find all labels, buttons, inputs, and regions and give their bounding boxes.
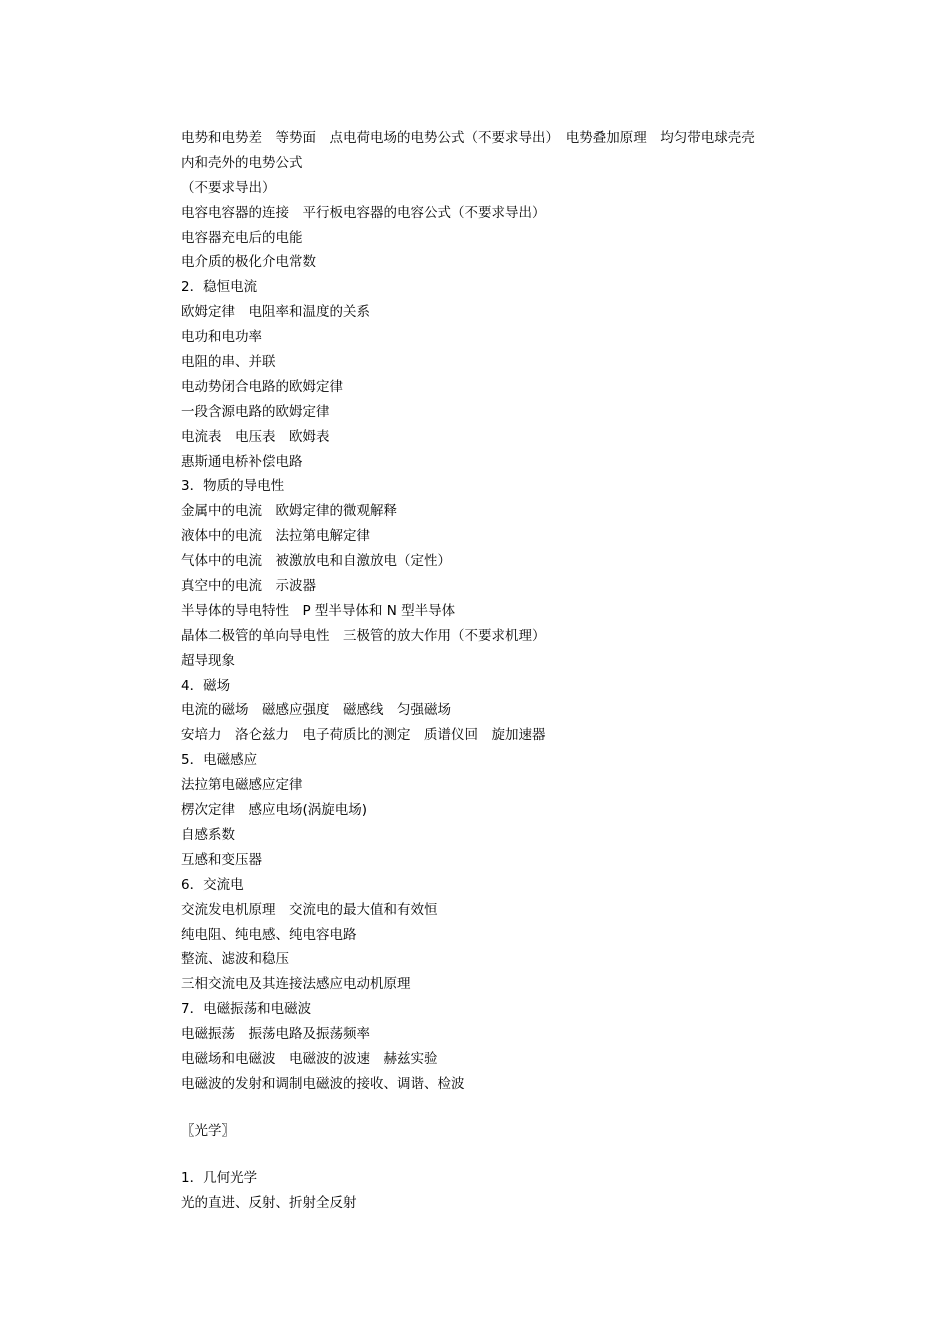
text-line: 自感系数: [181, 826, 235, 843]
text-line: 电介质的极化介电常数: [181, 254, 316, 271]
section-title-alternating-current: 6．交流电: [181, 876, 244, 893]
spacer: [181, 1144, 821, 1166]
text-line: 金属中的电流 欧姆定律的微观解释: [181, 503, 397, 520]
text-line: 三相交流电及其连接法感应电动机原理: [181, 976, 411, 993]
text-line: 气体中的电流 被激放电和自激放电（定性）: [181, 553, 451, 570]
spacer: [181, 1097, 821, 1119]
text-line: 真空中的电流 示波器: [181, 578, 316, 595]
text-line: 电磁波的发射和调制电磁波的接收、调谐、检波: [181, 1075, 465, 1092]
section-title-magnetic-field: 4．磁场: [181, 677, 231, 694]
section-title-conductivity: 3．物质的导电性: [181, 478, 285, 495]
text-line: 内和壳外的电势公式: [181, 154, 303, 171]
text-line: （不要求导出）: [181, 179, 276, 196]
text-line: 互感和变压器: [181, 851, 262, 868]
text-line: 纯电阻、纯电感、纯电容电路: [181, 926, 357, 943]
text-line: 电动势闭合电路的欧姆定律: [181, 378, 343, 395]
text-line: 惠斯通电桥补偿电路: [181, 453, 303, 470]
text-line: 电磁振荡 振荡电路及振荡频率: [181, 1026, 370, 1043]
text-line: 电阻的串、并联: [181, 354, 276, 371]
text-line: 晶体二极管的单向导电性 三极管的放大作用（不要求机理）: [181, 627, 546, 644]
text-line: 液体中的电流 法拉第电解定律: [181, 528, 370, 545]
text-line: 交流发电机原理 交流电的最大值和有效恒: [181, 901, 438, 918]
section-title-geometric-optics: 1．几何光学: [181, 1169, 258, 1186]
text-line: 电流的磁场 磁感应强度 磁感线 匀强磁场: [181, 702, 451, 719]
section-title-steady-current: 2．稳恒电流: [181, 279, 258, 296]
text-line: 一段含源电路的欧姆定律: [181, 403, 330, 420]
optics-heading: 〖光学〗: [181, 1122, 235, 1139]
text-line: 整流、滤波和稳压: [181, 951, 289, 968]
text-line: 电容电容器的连接 平行板电容器的电容公式（不要求导出）: [181, 204, 546, 221]
text-line: 电势和电势差 等势面 点电荷电场的电势公式（不要求导出） 电势叠加原理 均匀带电球壳壳: [181, 130, 755, 146]
text-line: 电磁场和电磁波 电磁波的波速 赫兹实验: [181, 1050, 438, 1067]
text-line: 欧姆定律 电阻率和温度的关系: [181, 304, 370, 321]
text-line: 超导现象: [181, 652, 235, 669]
text-line: 安培力 洛仑兹力 电子荷质比的测定 质谱仪回 旋加速器: [181, 727, 546, 744]
text-line: 半导体的导电特性 P 型半导体和 N 型半导体: [181, 602, 456, 619]
text-line: 电容器充电后的电能: [181, 229, 303, 246]
text-line: 电功和电功率: [181, 329, 262, 346]
document-body: [181, 126, 821, 1215]
text-line: 楞次定律 感应电场(涡旋电场): [181, 802, 368, 819]
section-title-induction: 5．电磁感应: [181, 752, 258, 769]
text-line: 法拉第电磁感应定律: [181, 777, 303, 794]
section-title-em-oscillation: 7．电磁振荡和电磁波: [181, 1001, 312, 1018]
text-line: 电流表 电压表 欧姆表: [181, 428, 330, 445]
text-line: 光的直进、反射、折射全反射: [181, 1194, 357, 1211]
